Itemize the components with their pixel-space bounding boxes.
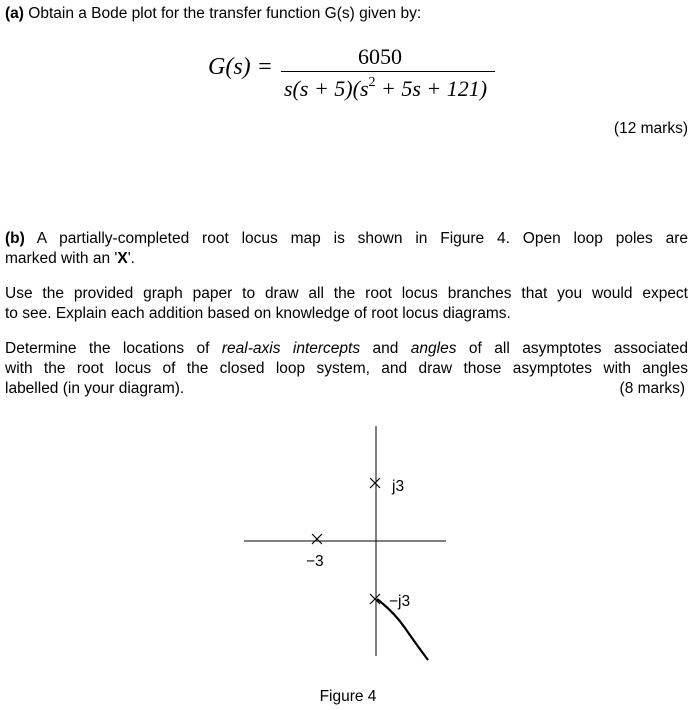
part-a-question — [5, 4, 688, 24]
part-b-label: (b) — [5, 230, 25, 247]
pole-marker-top — [370, 478, 380, 488]
equation-lhs: G(s) = — [208, 54, 273, 80]
part-a-text: Obtain a Bode plot for the transfer function G(s) given by: — [28, 5, 422, 22]
part-a-marks: (12 marks) — [613, 120, 688, 137]
pole-label-bottom: −j3 — [389, 593, 411, 610]
equation-numerator: 6050 — [358, 44, 402, 69]
pole-marker-left — [312, 534, 322, 544]
part-a-label: (a) — [5, 5, 24, 22]
equation-denominator: $s(s + 5)(s^2 + 5s + 121)$ — [284, 74, 488, 101]
pole-label-top: j3 — [392, 478, 405, 495]
pole-label-left: −3 — [306, 553, 324, 570]
part-b-marks: (8 marks) — [619, 380, 685, 397]
part-b-paragraph-3: Determine the locations of real-axis intercepts and angles of all asymptotes associated with the root locus of the closed loop system, and draw those asymptotes with angles labelled (in your diagram). (8 marks) — [5, 340, 688, 397]
fraction-bar — [281, 71, 495, 72]
part-b-paragraph-1: (b) A partially-completed root locus map is shown in Figure 4. Open loop poles are marked with an 'X'. — [5, 230, 689, 267]
root-locus-figure — [240, 420, 450, 710]
denominator-exponent: 2 — [368, 74, 376, 90]
part-b-paragraph-2: Use the provided graph paper to draw all the root locus branches that you would expect to see. Explain each addition based on knowledge of root locus diagrams. — [5, 285, 688, 322]
figure-caption: Figure 4 — [319, 688, 377, 705]
